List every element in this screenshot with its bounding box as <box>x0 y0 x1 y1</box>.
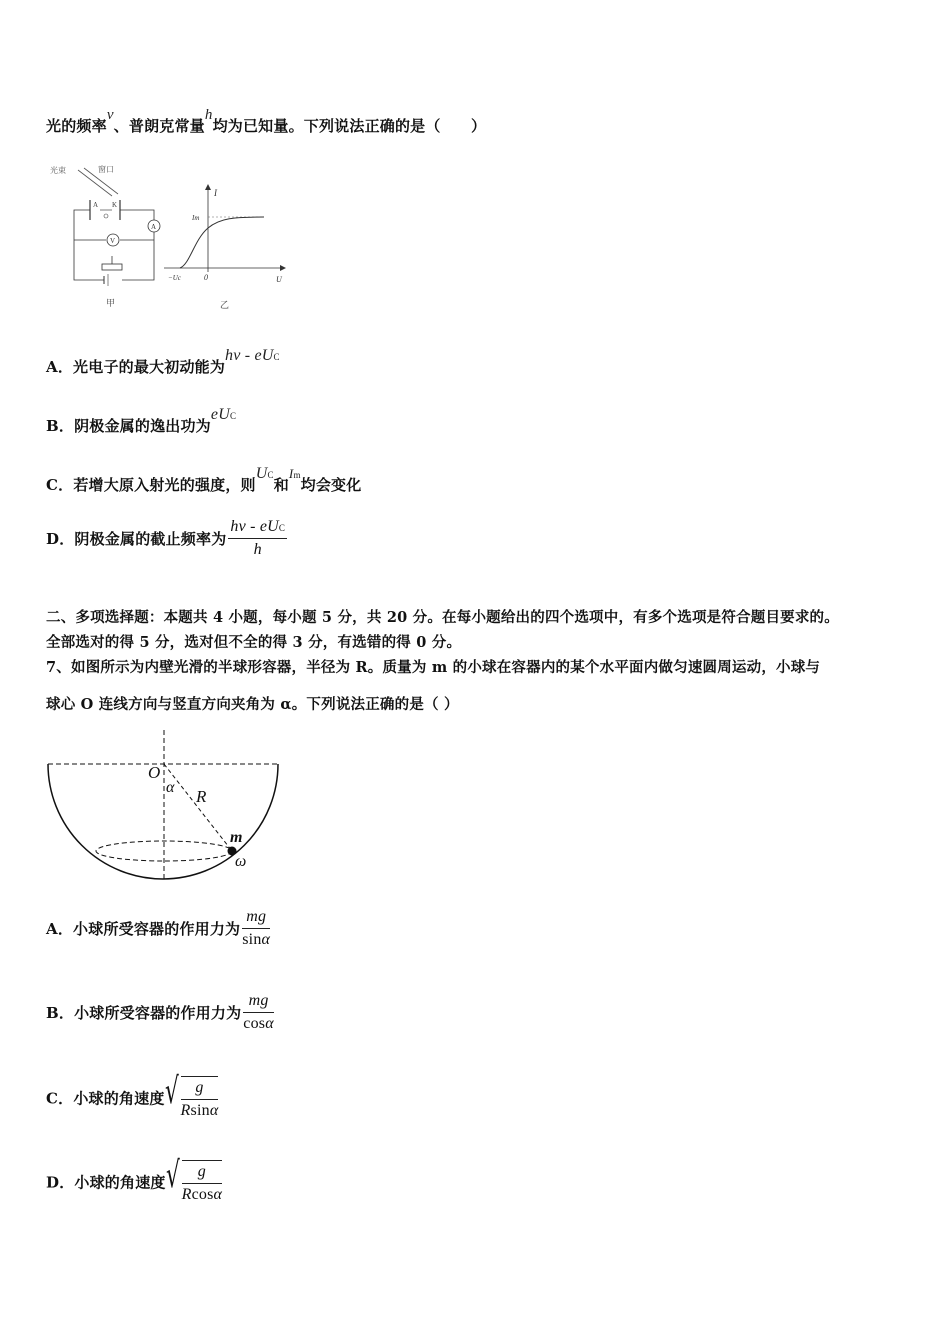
rheostat <box>102 264 122 270</box>
q6-option-d-numerator <box>228 518 287 539</box>
q6-option-c-mid: 和 <box>273 476 289 494</box>
fig-caption-right: 乙 <box>220 300 230 310</box>
q6-stem <box>46 107 487 136</box>
q7-option-d-den-fn: cos <box>191 1186 214 1203</box>
q6-option-c-sub2: m <box>293 470 301 480</box>
q6-option-c <box>46 465 362 495</box>
q7-stem-line2: 球心 O 连线方向与竖直方向夹角为 α。下列说法正确的是（ ） <box>46 696 459 713</box>
q7-option-c-den-fn: sin <box>190 1102 210 1119</box>
q7-option-c-numerator: g <box>181 1079 219 1100</box>
q6-stem-part1: 光的频率 <box>46 117 107 135</box>
q7-figure <box>44 726 294 886</box>
q6-option-d-fraction <box>228 518 287 559</box>
wire-left <box>74 210 104 280</box>
fig-label-origin: 0 <box>204 273 208 282</box>
q7-option-c-sqrt <box>164 1071 219 1120</box>
q6-option-c-label-pre: C．若增大原入射光的强度，则 <box>46 476 256 494</box>
q7-option-d-sqrt <box>165 1155 223 1204</box>
q7-option-d-numerator: g <box>182 1163 223 1184</box>
q6-option-a-sub: C <box>273 352 280 362</box>
section2-line2: 全部选对的得 5 分，选对但不全的得 3 分，有选错的得 0 分。 <box>46 634 462 651</box>
fig-label-light: 光束 <box>50 166 66 175</box>
q6-option-b <box>46 406 237 436</box>
q7-option-b-numerator: mg <box>243 992 274 1013</box>
fig-label-alpha: α <box>166 779 175 796</box>
q6-option-b-label: B．阴极金属的逸出功为 <box>46 417 211 435</box>
q6-option-c-sym1-text: U <box>255 465 268 482</box>
q6-option-d-label: D．阴极金属的截止频率为 <box>46 530 227 548</box>
q6-option-c-sym1 <box>256 465 274 482</box>
q7-stem-line1: 7、如图所示为内壁光滑的半球形容器，半径为 R。质量为 m 的小球在容器内的某个水平面内做匀速圆周运动，小球与 <box>46 659 821 676</box>
q6-option-b-expr <box>211 406 236 423</box>
q7-option-b <box>46 992 274 1033</box>
fig-label-R: R <box>196 787 207 806</box>
q7-option-d-label: D．小球的角速度 <box>46 1173 166 1192</box>
q6-option-a-label: A．光电子的最大初动能为 <box>46 358 226 376</box>
q7-option-c-denominator <box>181 1100 219 1120</box>
fig-label-m: m <box>230 829 243 846</box>
wire-right <box>120 210 157 280</box>
q6-stem-part2: 、普朗克常量 <box>113 117 205 135</box>
q7-option-b-den-fn: cos <box>243 1015 266 1032</box>
q7-option-b-denominator <box>243 1013 274 1033</box>
radical-sign: √ <box>165 1155 180 1196</box>
q7-option-d <box>46 1155 223 1204</box>
q6-stem-part3: 均为已知量。下列说法正确的是（ ） <box>212 117 487 135</box>
q6-option-b-sub: C <box>229 411 237 421</box>
fig-label-V: V <box>110 237 116 245</box>
q7-option-d-den-var: α <box>213 1186 223 1203</box>
q6-option-c-sym2 <box>289 466 301 481</box>
fig-label-negUc: −Uc <box>168 274 181 282</box>
q6-option-a-expr <box>225 347 280 364</box>
q7-option-a-numerator: mg <box>242 908 270 929</box>
symbol-h: h <box>204 107 213 123</box>
q7-option-c-label: C．小球的角速度 <box>46 1089 165 1108</box>
q7-option-c-fraction <box>181 1076 219 1120</box>
q7-option-d-den-r: R <box>181 1186 192 1203</box>
q7-option-a-fraction <box>242 908 270 949</box>
q7-option-b-fraction <box>243 992 274 1033</box>
fig-label-omega: ω <box>235 853 247 870</box>
q7-option-c-den-var: α <box>209 1102 219 1119</box>
fig-caption-left: 甲 <box>106 298 116 308</box>
q6-figure <box>44 160 294 315</box>
fig-label-O: O <box>148 763 161 782</box>
q6-option-a-expr-text: hv - eU <box>225 347 274 364</box>
q7-option-a-den-var: α <box>261 931 271 948</box>
q7-option-a-denominator <box>242 929 270 949</box>
q7-option-c-den-r: R <box>180 1102 191 1119</box>
fig-label-A: A <box>93 201 99 209</box>
q6-option-d-denominator <box>228 539 287 559</box>
symbol-nu: v <box>106 107 114 123</box>
q7-option-b-label: B．小球所受容器的作用力为 <box>46 1004 242 1022</box>
q6-option-d-num-text: hv - eU <box>230 518 279 535</box>
q7-option-a-den-fn: sin <box>242 931 262 948</box>
fig-label-window: 窗口 <box>98 165 114 174</box>
fig-label-K: K <box>112 201 118 209</box>
q6-option-d <box>46 518 287 559</box>
fig-axis-I: I <box>214 188 217 198</box>
radius-line <box>164 764 232 851</box>
q6-option-c-sym2-text: I <box>288 466 294 481</box>
q6-option-d-den-text: h <box>253 541 262 558</box>
q7-option-a-label: A．小球所受容器的作用力为 <box>46 920 241 938</box>
q6-option-c-label-post: 均会变化 <box>300 476 362 494</box>
u-axis-arrow <box>280 265 286 271</box>
iv-curve <box>180 217 264 268</box>
radical-sign: √ <box>164 1071 179 1112</box>
q6-option-c-sub1: C <box>267 470 274 480</box>
q6-option-a <box>46 347 280 377</box>
fig-label-Im: Im <box>192 214 200 222</box>
q6-option-b-expr-text: eU <box>210 406 230 423</box>
q6-option-d-num-sub: C <box>278 523 286 533</box>
q7-option-a <box>46 908 270 949</box>
electron-dot <box>104 214 108 218</box>
q7-option-c <box>46 1071 219 1120</box>
fig-axis-U: U <box>276 275 282 284</box>
fig-label-A-meter: A <box>151 223 157 231</box>
i-axis-arrow <box>205 184 211 190</box>
section2-line1: 二、多项选择题：本题共 4 小题，每小题 5 分，共 20 分。在每小题给出的四个选项中，有多个选项是符合题目要求的。 <box>46 609 839 626</box>
q7-option-b-den-var: α <box>265 1015 274 1032</box>
q7-option-d-denominator <box>182 1184 223 1204</box>
q7-option-d-fraction <box>182 1160 223 1204</box>
